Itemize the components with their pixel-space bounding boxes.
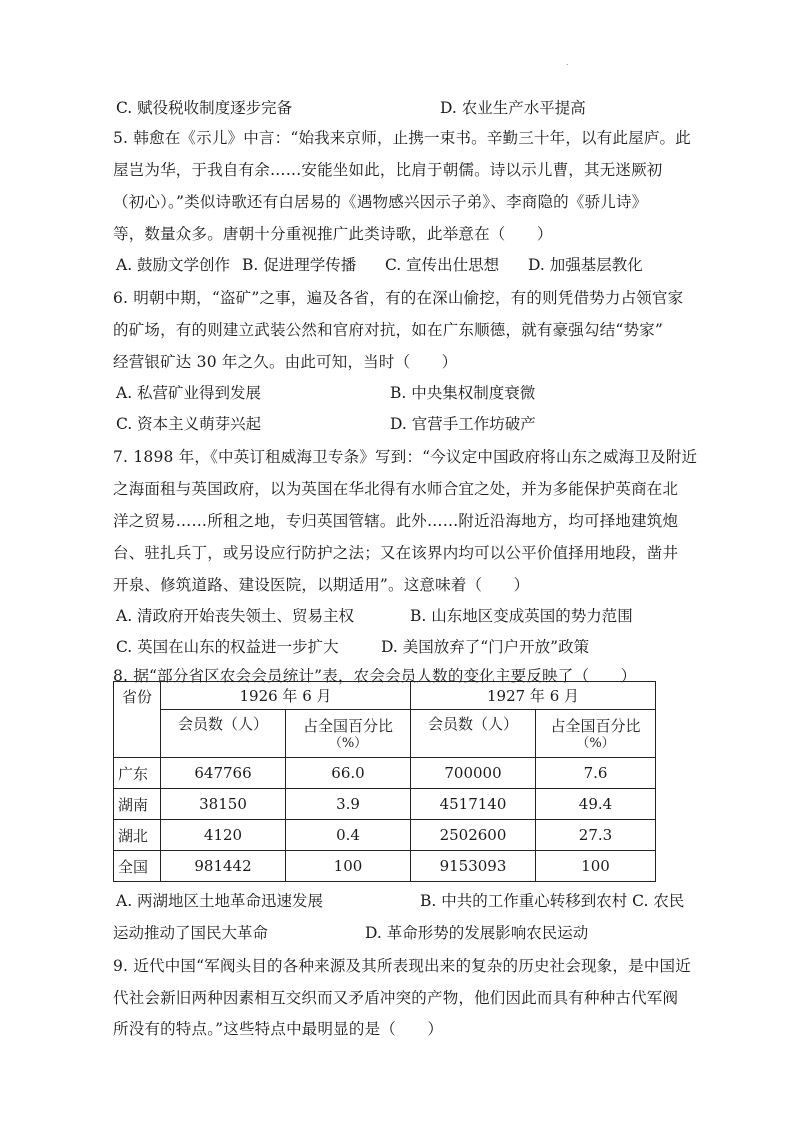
percent-cell: 100 — [286, 851, 411, 882]
q7-line: 台、驻扎兵丁，或另设应行防护之法；又在该界内均可以公平价值择用地段，凿井 — [113, 544, 679, 562]
q5-line: （初心）。”类似诗歌还有白居易的《遇物感兴因示子弟》、李商隐的《骄儿诗》 — [113, 193, 648, 211]
table-corner-cell: 省份 — [114, 682, 161, 758]
table-row — [114, 820, 656, 851]
members-cell: 2502600 — [411, 820, 536, 851]
membership-table — [113, 681, 656, 882]
q8-option-d: D. 革命形势的发展影响农民运动 — [365, 924, 589, 942]
table-header-row — [114, 682, 656, 710]
q8-option-b-c: B. 中共的工作重心转移到农村 C. 农民 — [420, 892, 685, 910]
q9-line: 代社会新旧两种因素相互交织而又矛盾冲突的产物，他们因此而具有种种古代军阀 — [113, 989, 679, 1007]
q5-option-b: B. 促进理学传播 — [242, 256, 357, 274]
q7-line: 开泉、修筑道路、建设医院，以期适用”。这意味着（ ） — [113, 576, 530, 594]
q7-line: 7. 1898 年，《中英订租威海卫专条》写到：“今议定中国政府将山东之威海卫及附近 — [113, 448, 698, 466]
q5-line: 等，数量众多。唐朝十分重视推广此类诗歌，此举意在（ ） — [113, 225, 553, 243]
percent-col-label: 占全国百分比 — [302, 716, 393, 735]
q7-line: 之海面租与英国政府，以为英国在华北得有水师合宜之处，并为多能保护英商在北 — [113, 480, 679, 498]
q6-line: 经营银矿达 30 年之久。由此可知，当时（ ） — [113, 353, 458, 371]
members-col-header: 会员数（人） — [161, 710, 286, 758]
q7-line: 洋之贸易……所租之地，专归英国管辖。此外……附近沿海地方，均可择地建筑炮 — [113, 512, 679, 530]
q7-option-a: A. 清政府开始丧失领土、贸易主权 — [116, 607, 355, 625]
table-subheader-row — [114, 710, 656, 758]
table-row — [114, 758, 656, 789]
members-cell: 700000 — [411, 758, 536, 789]
q6-option-d: D. 官营手工作坊破产 — [390, 415, 536, 433]
q8-option-c-cont: 运动推动了国民大革命 — [113, 924, 269, 942]
q6-line: 6. 明朝中期，“盗矿”之事，遍及各省，有的在深山偷挖，有的则凭借势力占领官家 — [113, 289, 684, 307]
q6-option-c: C. 资本主义萌芽兴起 — [116, 415, 262, 433]
members-cell: 9153093 — [411, 851, 536, 882]
table-row — [114, 789, 656, 820]
q9-line: 9. 近代中国“军阀头目的各种来源及其所表现出来的复杂的历史社会现象，是中国近 — [113, 957, 691, 975]
q7-option-b: B. 山东地区变成英国的势力范围 — [410, 607, 633, 625]
percent-cell: 27.3 — [536, 820, 656, 851]
year-1926-header: 1926 年 6 月 — [161, 682, 411, 710]
table-row — [114, 851, 656, 882]
percent-col-header — [536, 710, 656, 758]
percent-col-unit: （%） — [328, 735, 368, 751]
page-dot: . — [566, 58, 569, 67]
percent-cell: 49.4 — [536, 789, 656, 820]
q7-option-d: D. 美国放弃了“门户开放”政策 — [381, 638, 590, 656]
q5-line: 5. 韩愈在《示儿》中言：“始我来京师，止携一束书。辛勤三十年，以有此屋庐。此 — [113, 129, 691, 147]
percent-col-unit: （%） — [576, 735, 615, 751]
percent-col-label: 占全国百分比 — [550, 716, 641, 735]
year-1927-header: 1927 年 6 月 — [411, 682, 656, 710]
percent-cell: 0.4 — [286, 820, 411, 851]
q5-option-c: C. 宣传出仕思想 — [385, 256, 500, 274]
prev-option-c: C. 赋役税收制度逐步完备 — [116, 99, 293, 117]
members-cell: 38150 — [161, 789, 286, 820]
members-col-header: 会员数（人） — [411, 710, 536, 758]
percent-cell: 100 — [536, 851, 656, 882]
members-cell: 647766 — [161, 758, 286, 789]
q5-line: 屋岂为华，于我自有余……安能坐如此，比肩于朝儒。诗以示儿曹，其无迷厥初 — [113, 161, 663, 179]
q6-option-b: B. 中央集权制度衰微 — [390, 384, 536, 402]
province-cell: 广东 — [114, 758, 161, 789]
q5-option-d: D. 加强基层教化 — [528, 256, 643, 274]
members-cell: 981442 — [161, 851, 286, 882]
q5-option-a: A. 鼓励文学创作 — [116, 256, 231, 274]
province-cell: 湖北 — [114, 820, 161, 851]
q7-option-c: C. 英国在山东的权益进一步扩大 — [116, 638, 339, 656]
prev-option-d: D. 农业生产水平提高 — [440, 99, 586, 117]
members-cell: 4517140 — [411, 789, 536, 820]
q9-line: 所没有的特点。”这些特点中最明显的是（ ） — [113, 1020, 444, 1038]
percent-cell: 7.6 — [536, 758, 656, 789]
percent-cell: 66.0 — [286, 758, 411, 789]
province-cell: 湖南 — [114, 789, 161, 820]
members-cell: 4120 — [161, 820, 286, 851]
q6-option-a: A. 私营矿业得到发展 — [116, 384, 262, 402]
q8-stem: 8. 据“部分省区农会会员统计”表，农会会员人数的变化主要反映了（ ） — [113, 667, 637, 685]
q8-option-a: A. 两湖地区土地革命迅速发展 — [116, 892, 324, 910]
q6-line: 的矿场，有的则建立武装公然和官府对抗，如在广东顺德，就有豪强勾结“势家” — [113, 321, 664, 339]
province-cell: 全国 — [114, 851, 161, 882]
percent-col-header — [286, 710, 411, 758]
percent-cell: 3.9 — [286, 789, 411, 820]
